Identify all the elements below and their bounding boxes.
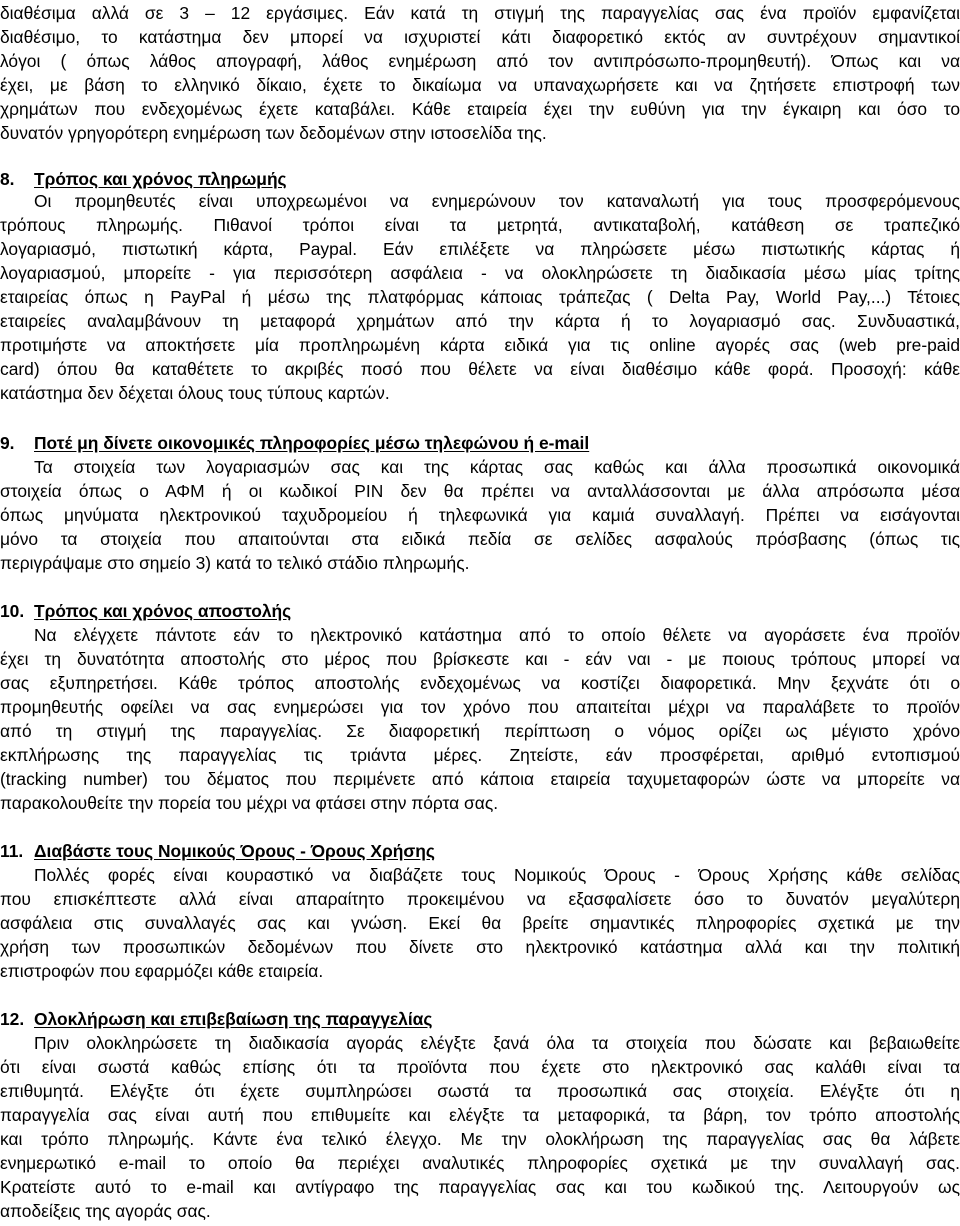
section-heading xyxy=(0,1006,432,1032)
intro-line: διαθέσιμα αλλά σε 3 – 12 εργάσιμες. Εάν κατά τη στιγμή της παραγγελίας σας ένα προϊόν εμφανίζεται xyxy=(0,3,960,23)
section-line: Κρατείστε αυτό το e-mail και αντίγραφο της παραγγελίας σας και του κωδικού της. Λειτουργούν ως xyxy=(0,1177,960,1197)
intro-line: λόγοι ( όπως λάθος απογραφή, λάθος ενημέρωση από τον αντιπρόσωπο-προμηθευτή). Όπως και να xyxy=(0,51,960,71)
section-line: εταιρείες αναλαμβάνουν τη μεταφορά χρημάτων από την κάρτα ή το λογαριασμό σας. Συνδυαστικά, xyxy=(0,311,960,331)
section-line: και τρόπο πληρωμής. Κάντε ένα τελικό έλεγχο. Με την ολοκλήρωση της παραγγελίας σας θα λάβετε xyxy=(0,1129,960,1149)
section-title: Διαβάστε τους Νομικούς Όρους - Όρους Χρήσης xyxy=(34,841,435,861)
section-title: Τρόπος και χρόνος αποστολής xyxy=(34,601,292,621)
section-number: 9. xyxy=(0,433,15,453)
section-number: 8. xyxy=(0,169,15,189)
section-line: παρακολουθείτε την πορεία του μέχρι να φτάσει στην πόρτα σας. xyxy=(0,793,499,813)
section-line: περιγράψαμε στο σημείο 3) κατά το τελικό στάδιο πληρωμής. xyxy=(0,553,470,573)
section-line: αποδείξεις της αγοράς σας. xyxy=(0,1201,211,1221)
section-title: Ολοκλήρωση και επιβεβαίωση της παραγγελίας xyxy=(34,1009,433,1029)
section-line: card) όπου θα καταθέτετε το ακριβές ποσό που θέλετε να είναι διαθέσιμο κάθε φορά. Προσοχή: κάθε xyxy=(0,359,960,379)
section-line: σας εξυπηρετήσει. Κάθε τρόπος αποστολής ενδεχομένως να κοστίζει διαφορετικά. Μην ξεχνάτε ότι ο xyxy=(0,673,960,693)
section-line: κατάστημα δεν δέχεται όλους τους τύπους καρτών. xyxy=(0,383,390,403)
section-heading xyxy=(0,598,291,624)
section-line: Πολλές φορές είναι κουραστικό να διαβάζετε τους Νομικούς Όρους - Όρους Χρήσης κάθε σελίδας xyxy=(34,865,960,885)
section-line: έχει τη δυνατότητα αποστολής στο μέρος που βρίσκεστε και - εάν ναι - με ποιους τρόπους μπορεί να xyxy=(0,649,960,669)
section-line: Οι προμηθευτές είναι υποχρεωμένοι να ενημερώνουν τον καταναλωτή για τους προσφερόμενους xyxy=(34,191,960,211)
section-line: ότι είναι σωστά καθώς επίσης ότι τα προϊόντα που έχετε στο ηλεκτρονικό σας καλάθι είναι τα xyxy=(0,1057,960,1077)
section-line: λογαριασμού, μπορείτε - για περισσότερη ασφάλεια - να ολοκληρώσετε τη διαδικασία μέσω μίας τρίτης xyxy=(0,263,960,283)
intro-line: διαθέσιμο, το κατάστημα δεν μπορεί να ισχυριστεί κάτι διαφορετικό εκτός αν συντρέχουν σημαντικοί xyxy=(0,27,960,47)
intro-line: δυνατόν γρηγορότερη ενημέρωση των δεδομένων στην ιστοσελίδα της. xyxy=(0,123,547,143)
section-number: 10. xyxy=(0,601,25,621)
section-line: (tracking number) του δέματος που περιμένετε από κάποια εταιρεία ταχυμεταφορών ώστε να μπορείτε να xyxy=(0,769,960,789)
section-line: επιθυμητά. Ελέγξτε ότι έχετε συμπληρώσει σωστά τα προσωπικά σας στοιχεία. Ελέγξτε ότι η xyxy=(0,1081,960,1101)
section-line: από τη στιγμή της παραγγελίας. Σε διαφορετική περίπτωση ο νόμος ορίζει ως μέγιστο χρόνο xyxy=(0,721,960,741)
section-line: παραγγελία σας είναι αυτή που επιθυμείτε και ελέγξτε τα μεταφορικά, τα βάρη, τον τρόπο αποστολής xyxy=(0,1105,960,1125)
section-line: που επισκέπτεστε αλλά είναι απαραίτητο προκειμένου να εξασφαλίσετε όσο το δυνατόν μεγαλύτερη xyxy=(0,889,960,909)
section-line: όπως μηνύματα ηλεκτρονικού ταχυδρομείου ή τηλεφωνικά για καμιά συναλλαγή. Πρέπει να εισάγονται xyxy=(0,505,960,525)
section-line: χρήση των προσωπικών δεδομένων που δίνετε στο ηλεκτρονικό κατάστημα αλλά και την πολιτική xyxy=(0,937,960,957)
section-line: μόνο τα στοιχεία που απαιτούνται στα ειδικά πεδία σε σελίδες ασφαλούς πρόσβασης (όπως τις xyxy=(0,529,960,549)
section-line: Τα στοιχεία των λογαριασμών σας και της κάρτας σας καθώς και άλλα προσωπικά οικονομικά xyxy=(34,457,960,477)
section-heading xyxy=(0,838,435,864)
intro-line: χρημάτων που ενδεχομένως έχετε καταβάλει. Κάθε εταιρεία έχει την ευθύνη για την έγκαιρη και όσο το xyxy=(0,99,960,119)
section-number: 12. xyxy=(0,1009,25,1029)
section-line: Πριν ολοκληρώσετε τη διαδικασία αγοράς ελέγξτε ξανά όλα τα στοιχεία που δώσατε και βεβαιωθείτε xyxy=(34,1033,960,1053)
section-number: 11. xyxy=(0,841,24,861)
section-line: Να ελέγχετε πάντοτε εάν το ηλεκτρονικό κατάστημα από το οποίο θέλετε να αγοράσετε ένα προϊόν xyxy=(34,625,960,645)
section-line: λογαριασμό, πιστωτική κάρτα, Paypal. Εάν επιλέξετε να πληρώσετε μέσω πιστωτικής κάρτας ή xyxy=(0,239,960,259)
section-line: ασφάλεια στις συναλλαγές σας και γνώση. Εκεί θα βρείτε σημαντικές πληροφορίες σχετικά με την xyxy=(0,913,960,933)
section-line: επιστροφών που εφαρμόζει κάθε εταιρεία. xyxy=(0,961,324,981)
section-line: προτιμήστε να αποκτήσετε μία προπληρωμένη κάρτα ειδικά για τις online αγορές σας (web pre-paid xyxy=(0,335,960,355)
section-line: εταιρείας όπως η PayPal ή μέσω της πλατφόρμας κάποιας τράπεζας ( Delta Pay, World Pay,...) Τέτοιες xyxy=(0,287,960,307)
section-title: Ποτέ μη δίνετε οικονομικές πληροφορίες μέσω τηλεφώνου ή e-mail xyxy=(34,433,590,453)
section-line: ενημερωτικό e-mail το οποίο θα περιέχει αναλυτικές πληροφορίες σχετικά με την συναλλαγή σας. xyxy=(0,1153,960,1173)
section-line: εκπλήρωσης της παραγγελίας τις τριάντα μέρες. Ζητείστε, εάν προσφέρεται, αριθμό εντοπισμού xyxy=(0,745,960,765)
section-line: προμηθευτής οφείλει να σας ενημερώσει για τον χρόνο που απαιτείται μέχρι να παραλάβετε το προϊόν xyxy=(0,697,960,717)
section-heading xyxy=(0,430,589,456)
section-line: στοιχεία όπως ο ΑΦΜ ή οι κωδικοί PIN δεν θα πρέπει να ανταλλάσσονται με άλλα απρόσωπα μέσα xyxy=(0,481,960,501)
section-line: τρόπους πληρωμής. Πιθανοί τρόποι είναι τα μετρητά, αντικαταβολή, κατάθεση σε τραπεζικό xyxy=(0,215,960,235)
section-title: Τρόπος και χρόνος πληρωμής xyxy=(34,169,287,189)
intro-line: έχει, με βάση το ελληνικό δίκαιο, έχετε το δικαίωμα να υπαναχωρήσετε και να ζητήσετε επιστροφή των xyxy=(0,75,960,95)
